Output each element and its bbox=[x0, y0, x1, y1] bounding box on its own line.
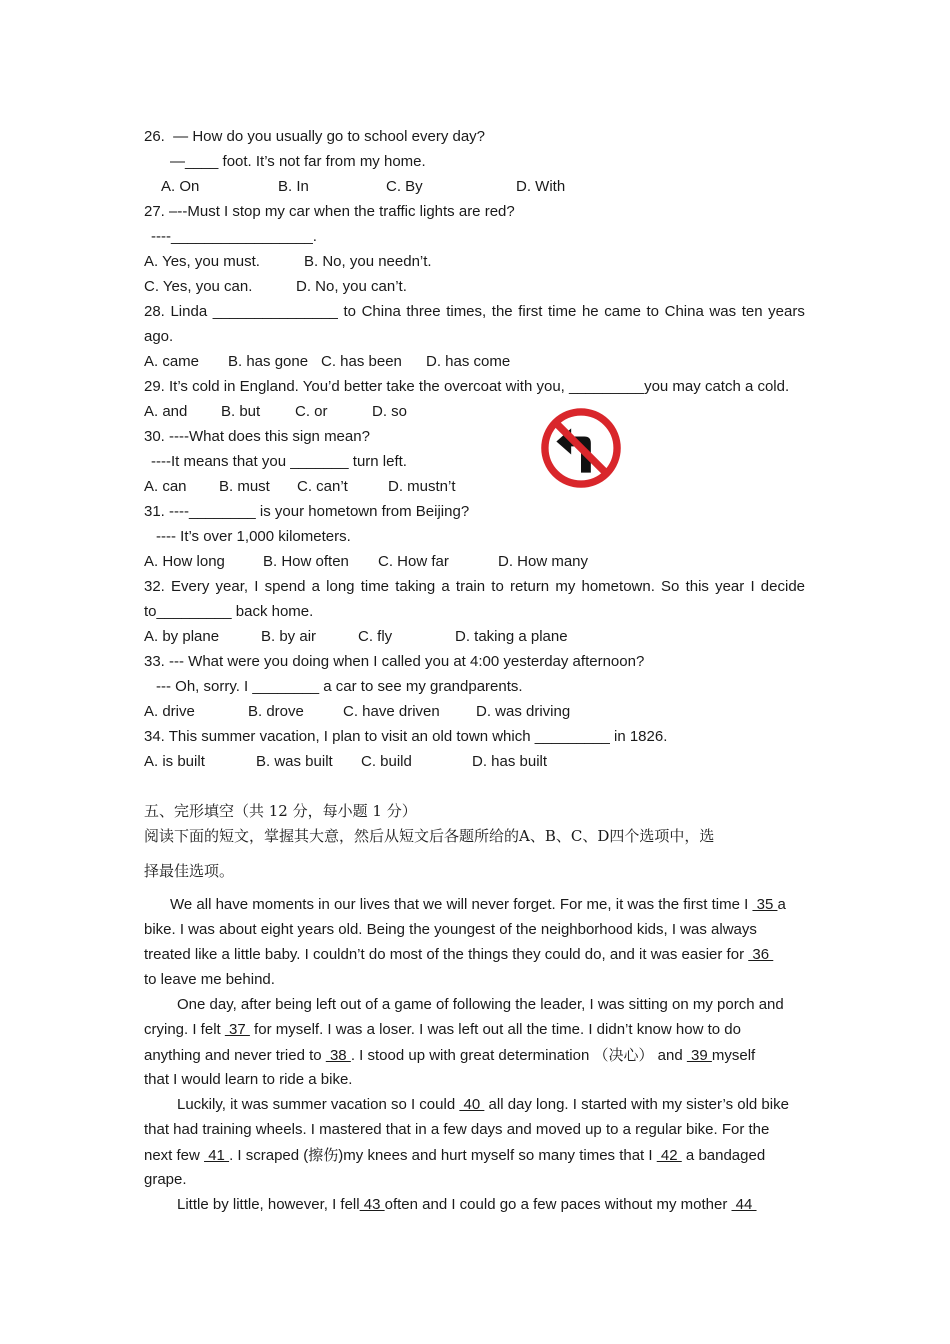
q31-option-b: B. How often bbox=[263, 553, 349, 570]
q27-stem: 27. –--Must I stop my car when the traffic lights are red? bbox=[144, 203, 515, 220]
q27-reply: ----_________________. bbox=[151, 228, 317, 245]
q28-stem-cont: ago. bbox=[144, 328, 174, 345]
q28-option-a: A. came bbox=[144, 353, 200, 370]
no-left-turn-sign-icon bbox=[540, 407, 622, 489]
passage-line: bike. I was about eight years old. Being the youngest of the neighborhood kids, I was always bbox=[144, 921, 757, 938]
q26-option-c: C. By bbox=[386, 178, 423, 195]
q29-option-d: D. so bbox=[372, 403, 408, 420]
q32-stem-cont: to_________ back home. bbox=[144, 603, 314, 620]
q34-stem: 34. This summer vacation, I plan to visit an old town which _________ in 1826. bbox=[144, 728, 668, 745]
q33-option-c: C. have driven bbox=[343, 703, 440, 720]
q30-reply: ----It means that you _______ turn left. bbox=[151, 453, 407, 470]
q30-option-d: D. mustn’t bbox=[388, 478, 456, 495]
q32-option-d: D. taking a plane bbox=[455, 628, 568, 645]
q31-reply: ---- It’s over 1,000 kilometers. bbox=[156, 528, 351, 545]
q32-stem: 32. Every year, I spend a long time taking a train to return my hometown. So this year I decide bbox=[144, 578, 805, 595]
q31-option-a: A. How long bbox=[144, 553, 225, 570]
q31-stem: 31. ----________ is your hometown from Beijing? bbox=[144, 503, 470, 520]
q34-option-a: A. is built bbox=[144, 753, 205, 770]
blank-36: 36 bbox=[748, 946, 774, 963]
q28-option-b: B. has gone bbox=[228, 353, 309, 370]
q33-reply: --- Oh, sorry. I ________ a car to see my grandparents. bbox=[156, 678, 523, 695]
q27-option-c: C. Yes, you can. bbox=[144, 278, 253, 295]
passage-line: Little by little, however, I fell 43 often and I could go a few paces without my mother 44 bbox=[177, 1196, 757, 1213]
section5-instructions-cont: 择最佳选项。 bbox=[144, 862, 235, 880]
q29-stem: 29. It’s cold in England. You’d better take the overcoat with you, _________you may catch a cold. bbox=[144, 378, 790, 395]
q27-option-d: D. No, you can’t. bbox=[296, 278, 407, 295]
q30-option-b: B. must bbox=[219, 478, 270, 495]
blank-40: 40 bbox=[459, 1096, 485, 1113]
q31-option-c: C. How far bbox=[378, 553, 449, 570]
q29-option-c: C. or bbox=[295, 403, 328, 420]
q26-stem: 26. — How do you usually go to school every day? bbox=[144, 128, 486, 145]
passage-line: Luckily, it was summer vacation so I could 40 all day long. I started with my sister’s old bike bbox=[177, 1096, 789, 1113]
passage-line: treated like a little baby. I couldn’t do most of the things they could do, and it was easier for 36 bbox=[144, 946, 774, 963]
q34-option-c: C. build bbox=[361, 753, 412, 770]
section5-instructions: 阅读下面的短文，掌握其大意，然后从短文后各题所给的A、B、C、D四个选项中，选 bbox=[144, 827, 715, 845]
q27-option-b: B. No, you needn’t. bbox=[304, 253, 432, 270]
q30-stem: 30. ----What does this sign mean? bbox=[144, 428, 370, 445]
blank-42: 42 bbox=[656, 1147, 682, 1164]
q29-option-b: B. but bbox=[221, 403, 261, 420]
passage-line: anything and never tried to 38 . I stood up with great determination （决心） and 39 myself bbox=[144, 1046, 756, 1064]
passage-line: to leave me behind. bbox=[144, 971, 275, 988]
q32-option-b: B. by air bbox=[261, 628, 317, 645]
blank-44: 44 bbox=[731, 1196, 757, 1213]
q31-option-d: D. How many bbox=[498, 553, 589, 570]
blank-35: 35 bbox=[752, 896, 778, 913]
q33-option-d: D. was driving bbox=[476, 703, 571, 720]
q29-option-a: A. and bbox=[144, 403, 188, 420]
passage-line: that had training wheels. I mastered that in a few days and moved up to a regular bike. For the bbox=[144, 1121, 770, 1138]
q27-option-a: A. Yes, you must. bbox=[144, 253, 260, 270]
q28-option-d: D. has come bbox=[426, 353, 511, 370]
blank-43: 43 bbox=[359, 1196, 385, 1213]
q28-option-c: C. has been bbox=[321, 353, 402, 370]
blank-41: 41 bbox=[204, 1147, 230, 1164]
blank-38: 38 bbox=[325, 1047, 351, 1064]
q30-option-c: C. can’t bbox=[297, 478, 348, 495]
passage-line: We all have moments in our lives that we will never forget. For me, it was the first time I 35 a bbox=[170, 896, 786, 913]
q30-option-a: A. can bbox=[144, 478, 187, 495]
q34-option-d: D. has built bbox=[472, 753, 548, 770]
blank-39: 39 bbox=[686, 1047, 712, 1064]
q33-stem: 33. --- What were you doing when I called you at 4:00 yesterday afternoon? bbox=[144, 653, 645, 670]
passage-line: that I would learn to ride a bike. bbox=[144, 1071, 353, 1088]
passage-line: grape. bbox=[144, 1171, 187, 1188]
q26-option-d: D. With bbox=[516, 178, 566, 195]
q26-reply: —____ foot. It’s not far from my home. bbox=[170, 153, 426, 170]
q26-option-a: A. On bbox=[161, 178, 200, 195]
passage-line: crying. I felt 37 for myself. I was a loser. I was left out all the time. I didn’t know how to do bbox=[144, 1021, 741, 1038]
passage-line: next few 41 . I scraped (擦伤)my knees and hurt myself so many times that I 42 a bandaged bbox=[144, 1146, 766, 1164]
blank-37: 37 bbox=[224, 1021, 250, 1038]
q33-option-a: A. drive bbox=[144, 703, 195, 720]
q32-option-c: C. fly bbox=[358, 628, 393, 645]
q28-stem: 28. Linda _______________ to China three times, the first time he came to China was ten years bbox=[144, 303, 805, 320]
q34-option-b: B. was built bbox=[256, 753, 333, 770]
q26-option-b: B. In bbox=[278, 178, 309, 195]
q32-option-a: A. by plane bbox=[144, 628, 220, 645]
passage-line: One day, after being left out of a game of following the leader, I was sitting on my porch and bbox=[177, 996, 784, 1013]
section5-heading: 五、完形填空（共 12 分，每小题 1 分） bbox=[144, 802, 417, 820]
q33-option-b: B. drove bbox=[248, 703, 304, 720]
